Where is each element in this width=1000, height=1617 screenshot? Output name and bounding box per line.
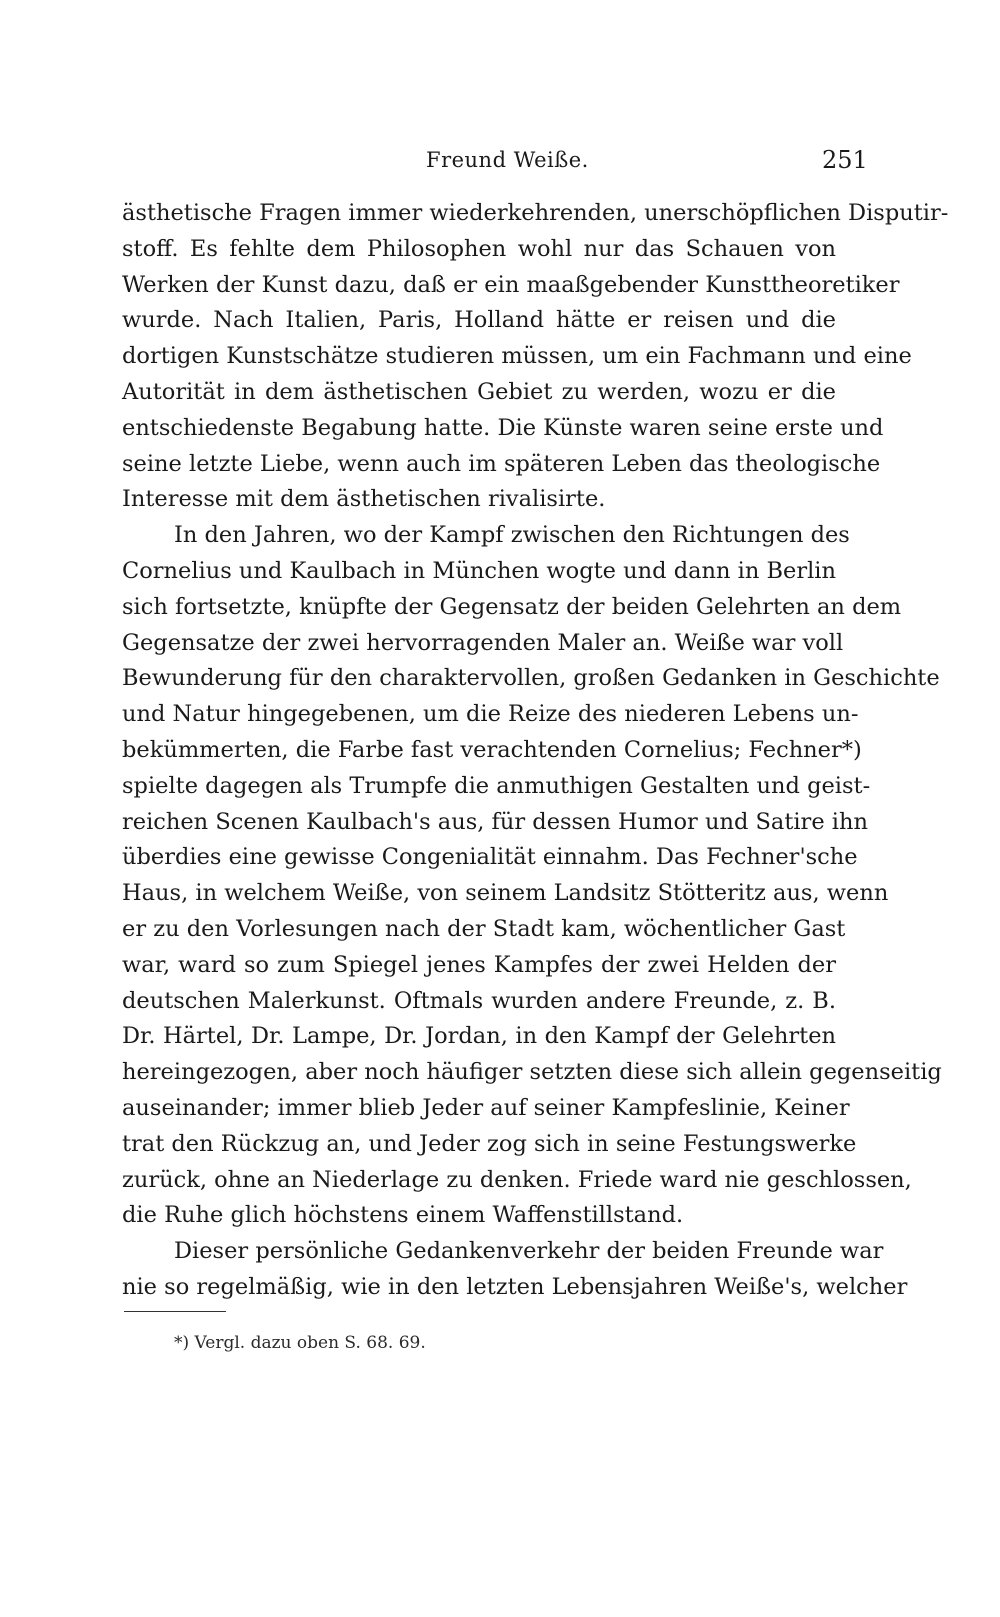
text-line: Haus, in welchem Weiße, von seinem Landsitz Stötteritz aus, wenn — [122, 880, 889, 907]
text-line: spielte dagegen als Trumpfe die anmuthigen Gestalten und geist- — [122, 772, 871, 799]
paragraph-first-line: Dieser persönliche Gedankenverkehr der beiden Freunde war — [174, 1238, 884, 1265]
text-line: Gegensatze der zwei hervorragenden Maler an. Weiße war voll — [122, 629, 844, 656]
paragraph-first-line: In den Jahren, wo der Kampf zwischen den Richtungen des — [174, 522, 850, 549]
page-number: 251 — [822, 146, 868, 174]
text-line: reichen Scenen Kaulbach's aus, für dessen Humor und Satire ihn — [122, 808, 868, 835]
text-line: Werken der Kunst dazu, daß er ein maaßgebender Kunsttheoretiker — [122, 271, 900, 298]
text-line: nie so regelmäßig, wie in den letzten Lebensjahren Weiße's, welcher — [122, 1273, 908, 1300]
text-line: bekümmerten, die Farbe fast verachtenden Cornelius; Fechner*) — [122, 736, 862, 763]
text-line: Dr. Härtel, Dr. Lampe, Dr. Jordan, in den Kampf der Gelehrten — [122, 1023, 836, 1050]
text-line: dortigen Kunstschätze studieren müssen, um ein Fachmann und eine — [122, 343, 912, 370]
text-line: wurde. Nach Italien, Paris, Holland hätte er reisen und die — [122, 307, 836, 334]
text-line: die Ruhe glich höchstens einem Waffenstillstand. — [122, 1202, 684, 1229]
text-line: war, ward so zum Spiegel jenes Kampfes der zwei Helden der — [122, 951, 836, 978]
text-line: deutschen Malerkunst. Oftmals wurden andere Freunde, z. B. — [122, 987, 836, 1014]
text-line: entschiedenste Begabung hatte. Die Künste waren seine erste und — [122, 414, 884, 441]
footnote-divider — [124, 1311, 226, 1312]
text-line: Interesse mit dem ästhetischen rivalisirte. — [122, 486, 606, 513]
text-line: trat den Rückzug an, und Jeder zog sich in seine Festungswerke — [122, 1130, 857, 1157]
text-line: er zu den Vorlesungen nach der Stadt kam, wöchentlicher Gast — [122, 915, 846, 942]
text-line: hereingezogen, aber noch häufiger setzten diese sich allein gegenseitig — [122, 1059, 942, 1086]
text-line: Autorität in dem ästhetischen Gebiet zu werden, wozu er die — [122, 378, 836, 405]
text-line: auseinander; immer blieb Jeder auf seiner Kampfeslinie, Keiner — [122, 1094, 850, 1121]
footnote: *) Vergl. dazu oben S. 68. 69. — [174, 1333, 426, 1353]
body-text — [122, 196, 949, 1306]
text-line: und Natur hingegebenen, um die Reize des niederen Lebens un- — [122, 701, 859, 728]
text-line: Cornelius und Kaulbach in München wogte und dann in Berlin — [122, 557, 836, 584]
text-line: stoff. Es fehlte dem Philosophen wohl nur das Schauen von — [122, 235, 836, 262]
text-line: zurück, ohne an Niederlage zu denken. Friede ward nie geschlossen, — [122, 1166, 912, 1193]
running-title: Freund Weiße. — [426, 148, 589, 172]
text-line: sich fortsetzte, knüpfte der Gegensatz der beiden Gelehrten an dem — [122, 593, 902, 620]
text-line: ästhetische Fragen immer wiederkehrenden, unerschöpflichen Disputir- — [122, 200, 949, 226]
text-line: überdies eine gewisse Congenialität einnahm. Das Fechner'sche — [122, 844, 858, 871]
text-line: Bewunderung für den charaktervollen, großen Gedanken in Geschichte — [122, 665, 940, 692]
text-line: seine letzte Liebe, wenn auch im späteren Leben das theologische — [122, 450, 881, 477]
